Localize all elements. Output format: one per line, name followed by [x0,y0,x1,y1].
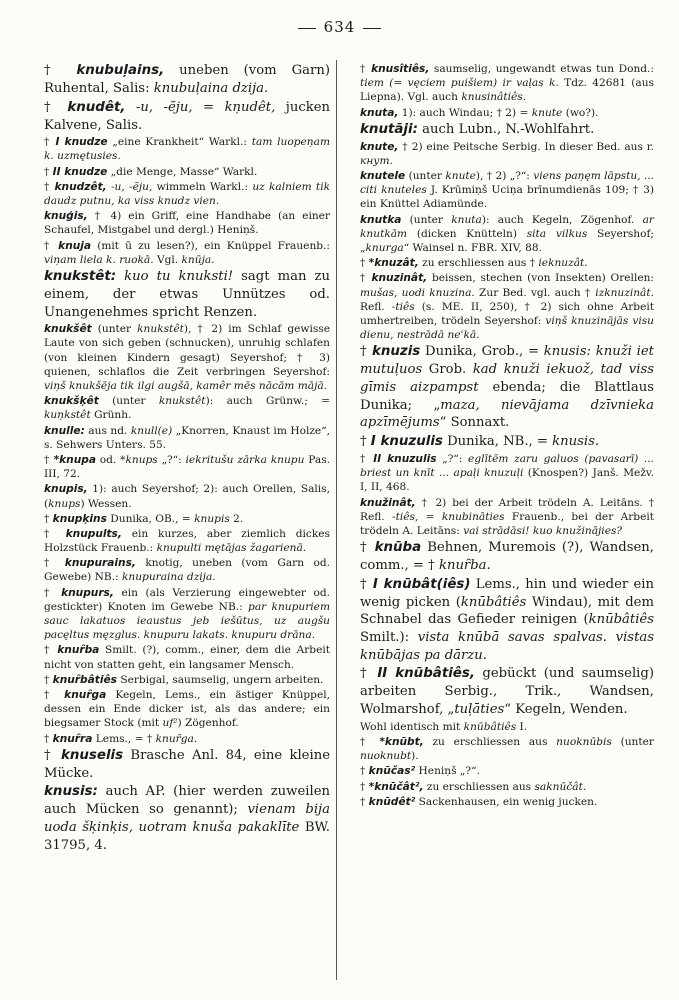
entry-example: knull(e) [130,424,173,437]
entry-text: † [360,780,369,793]
entry-text: † 4) ein Griff, eine Handhabe (an einer Schaufel, Mistgabel und dergl.) Heniņš. [44,210,330,237]
dictionary-entry [346,496,654,539]
entry-text: (unter [91,323,138,336]
entry-text: auch Lubn., N.-Wohlfahrt. [417,121,595,137]
entry-text: Wohl identisch mit [360,720,464,733]
entry-text: Lems., hin und wieder ein wenig picken ( [360,576,655,610]
entry-headword: *knūbt, [379,735,424,748]
entry-text: Smilt. (?), comm., einer, dem die Arbeit nicht von statten geht, ein langsamer Mensch. [44,644,330,671]
entry-text: Dunika, Grob., = [420,344,544,360]
entry-text: „die Menge, Masse“ Warkl. [107,165,258,178]
entry-example: knuta [451,213,482,226]
entry-headword: knukšķêt [44,395,99,408]
header-dash-right [363,28,381,29]
entry-example: knurga [365,242,404,255]
dictionary-entry [30,135,330,163]
entry-example: -tiês, = knubināties [392,510,505,523]
dictionary-entry [346,665,654,718]
entry-text: Kegeln, Lems., ein ästiger Knüppel, dessen ein Ende dicker ist, als das andere; ein biegsamer Stock (mit [44,688,330,730]
dictionary-entry [30,99,330,135]
entry-text: † [44,747,61,763]
entry-text: † [360,765,369,778]
entry-text: “ Kegeln, Wenden. [504,702,628,718]
entry-text: knotig, uneben (vom Garn od. Gewebe) NB.: [44,557,330,584]
entry-headword: knusîtiês, [371,63,430,75]
entry-text: Sackenhausen, ein wenig jucken. [415,795,598,808]
entry-text: † [44,63,77,78]
dictionary-entry [346,539,654,575]
entry-example: eglītēm zaru galuos (pavasarī) ... briest un knīt ... apaļi knuzuļi [360,452,654,480]
entry-headword: knuzinât, [371,272,428,285]
entry-text: † [44,99,68,115]
dictionary-entry [30,394,330,422]
left-column [30,62,330,855]
dictionary-entry [30,322,330,393]
entry-headword: knusis: [44,784,98,800]
entry-headword: knutele [360,170,406,183]
entry-text: † [44,165,53,178]
entry-example: knūbâtiês [460,594,527,610]
entry-example: viņš knuzinājās visu dienu, nestrādā ne'kā. [360,314,655,342]
entry-example: tiem (= vęciem puišiem) ir vaļas k. [360,77,559,90]
entry-headword: knūčas² [368,765,416,778]
entry-text: 1): auch Seyershof; 2): auch Orellen, Salis, ( [44,483,330,510]
entry-headword: knuȓra [52,732,93,745]
page-header [0,18,679,36]
page-number: 634 [323,18,356,36]
entry-headword: knudêt, [67,99,126,115]
entry-text: † [44,512,53,525]
entry-text: † [44,732,53,745]
entry-text: Dunika, NB., = [442,434,553,450]
entry-text: † [360,540,375,556]
entry-headword: I knuzulis [370,434,443,450]
entry-headword: knukšêt [44,323,92,336]
entry-text: Pas. III, 72. [44,453,331,481]
entry-text: „?“: [157,453,186,466]
entry-text: (unter [611,735,654,748]
entry-headword: knupis, [44,483,88,496]
entry-text [125,100,135,115]
entry-example: viens paņęm lāpstu, ... citi knuteles [360,170,654,197]
entry-text: ein kurzes, aber ziemlich dickes Holzstück Frauenb.: [44,527,330,555]
entry-text: ), † 2) im Schlaf gewisse Laute von sich geben (schnucken), unruhig schlafen (von kleinen Kindern gesagt) Seyershof; † 3) quienen, schlaflos die Zeit verbringen Seyershof: [44,323,330,378]
entry-text: sagt man zu einem, der etwas Unnützes od. Unangenehmes spricht Renzen. [44,268,330,320]
dictionary-entry [346,433,654,451]
entry-text: „Knorren, Knaust im Holze“, s. Sehwers Unters. 55. [44,424,330,451]
dictionary-entry [30,586,330,643]
entry-text: † [360,63,372,75]
entry-text: † [360,434,371,450]
entry-example: кнут. [360,154,393,167]
dictionary-entry [346,62,654,105]
entry-headword: knudzêt, [54,180,107,193]
entry-text: † [360,666,378,682]
entry-text: Refl. [360,300,392,313]
dictionary-entry [30,527,330,555]
dictionary-entry [30,688,330,731]
entry-text: wimmeln Warkl.: [152,180,253,193]
entry-text: ) Zögenhof. [177,717,239,730]
dictionary-entry [30,732,330,746]
entry-text: ): auch Kegeln, Zögenhof. [481,213,643,226]
entry-headword: knuja [58,239,92,252]
dictionary-entry [346,121,654,139]
entry-headword: *knūčât², [368,780,424,793]
entry-headword: knūdêt² [368,795,416,808]
entry-headword: *knuzât, [368,257,419,270]
entry-text: zu erschliessen aus [423,735,557,748]
dictionary-entry [30,424,330,452]
entry-text: (s. ME. II, 250), † 2) sich ohne Arbeit umhertreiben, trödeln Seyershof: [360,300,654,327]
entry-text: Heniņš „?“. [415,765,480,778]
entry-text: zu erschliessen aus † [418,257,539,270]
entry-text: † [44,453,54,466]
dictionary-entry [346,764,654,778]
entry-text: BW. 31795, 4. [44,820,331,853]
entry-text: aus nd. [84,424,131,437]
entry-headword: II knuzulis [373,452,437,465]
entry-example: knuȓba. [438,558,491,574]
entry-example: knubuļaina dzija. [153,80,269,96]
entry-example: mušas, uodi knuzina. [360,286,475,299]
entry-text: † [44,527,66,540]
entry-text: ), † 2) „?“: [475,170,534,183]
entry-text [116,269,124,284]
entry-text: J. Krūmiņš Uciņa brīnumdienās 109; † 3) ein Knüttel Adiamünde. [360,184,654,211]
entry-text: † [44,673,53,686]
column-divider [336,60,337,980]
entry-example: knusis. [552,434,600,450]
entry-text: † [44,586,62,599]
dictionary-entry [30,512,330,526]
entry-example: iekritušu zārka knupu [185,453,305,466]
entry-example: vai strādāsi! kuo knužinājies? [463,524,623,537]
entry-example: viņš knukšēja tik ilgi augšā, kamêr mēs nācām mājā. [44,380,328,393]
entry-text: saumselig, ungewandt etwas tun Dond.: [429,63,654,75]
entry-text: = [192,99,225,115]
entry-text: † 2) bei der Arbeit trödeln A. Leitāns. † Refl. [360,496,654,523]
entry-headword: knupurains, [64,557,136,570]
entry-text: Behnen, Muremois (?), Wandsen, comm., = † [360,540,654,574]
entry-text: (dicken Knütteln) [407,227,527,240]
entry-text: ) Wessen. [80,497,132,510]
dictionary-entry [30,239,330,267]
entry-headword: I knūbât(iês) [372,576,471,592]
entry-example: nuoknūbis [556,735,612,748]
entry-example: knūbâtiês [588,612,654,628]
entry-text: (wo?). [562,106,599,119]
entry-example: kuņkstêt [44,409,91,422]
entry-headword: knuȓba [57,644,100,657]
entry-example: ieknuzât. [538,257,588,270]
entry-headword: II knūbâtiês, [377,666,475,682]
entry-text: † [360,257,369,270]
entry-text: † [44,557,65,570]
entry-example: uf² [162,717,178,730]
entry-example: knute [445,170,476,183]
entry-headword: I knudze [55,136,108,149]
dictionary-entry [30,673,330,687]
entry-headword: knutka [360,213,402,226]
entry-text: † [44,688,65,701]
entry-example: knukstêt [158,395,206,408]
entry-text: † [360,735,380,748]
entry-text: (unter [98,395,159,408]
entry-text: 1): auch Windau; † 2) = [398,106,532,119]
entry-example: -u, -ẽju, [110,180,153,193]
entry-headword: knupurs, [61,586,114,599]
dictionary-entry [30,482,330,510]
entry-headword: knuselis [60,747,124,763]
entry-headword: II knudze [52,165,108,178]
entry-example: knute [531,106,563,119]
entry-text: Grob. [422,362,473,378]
dictionary-entry [30,165,330,179]
entry-text: 2. [229,512,244,525]
entry-text: I. [516,720,528,733]
entry-example: nuoknubt [360,750,412,763]
entry-headword: knūba [374,540,422,556]
entry-text: (unter [405,170,446,183]
dictionary-entry [346,735,654,763]
entry-example: kņudêt, [224,99,276,115]
dictionary-entry [346,140,654,168]
entry-example: izknuzinât. [595,286,654,299]
entry-text: zu erschliessen aus [423,780,535,793]
entry-text: † [360,344,372,360]
entry-headword: knuȓga [64,688,107,701]
entry-example: knukstêt [137,323,184,336]
entry-text: (unter [401,213,452,226]
entry-example: sita vilkus [526,227,588,240]
entry-example: knūja. [181,253,215,266]
dictionary-entry [30,62,330,98]
entry-headword: knutāji: [360,121,418,137]
entry-example: knūbâtiês [463,720,517,733]
entry-example: vista knūbā savas spalvas. vistas knūbājas pa dārzu. [360,630,654,663]
dictionary-entry [30,556,330,584]
entry-headword: knuȓbâtiês [52,673,117,686]
entry-text: † [360,795,369,808]
dictionary-entry [30,783,330,854]
entry-text: jucken Kalvene, Salis. [44,99,330,133]
dictionary-entry [346,169,654,212]
entry-example: knusis: [543,344,591,360]
entry-text: Smilt.): [360,630,418,646]
entry-example: knups [48,497,81,510]
dictionary-entry [346,720,654,734]
entry-headword: knulle: [44,424,85,437]
entry-text: ): auch Grünw.; = [205,395,330,408]
entry-text: Windau), mit dem Schnabel das Gefieder reinigen ( [360,594,654,628]
entry-example: -u, -ẽju, [135,99,193,115]
dictionary-entry [346,256,654,270]
entry-example: uz kalniem tik daudz putnu, ka viss knudz vien. [44,180,330,208]
entry-text: (mit ū zu lesen?), ein Knüppel Frauenb.: [91,239,330,252]
entry-headword: *knupa [53,453,96,466]
entry-example: par knupuriem sauc lakatuos ieaustus jeb iešūtus, uz augšu pacęltus męzglus. knupuru lakats. knupuru drāna. [44,600,330,642]
entry-text: † [360,452,374,465]
entry-text: † [44,136,56,149]
dictionary-entry [346,343,654,432]
entry-text: beissen, stechen (von Insekten) Orellen: [427,272,654,285]
dictionary-entry [30,180,330,208]
entry-text: † [360,576,373,592]
entry-headword: knupults, [65,527,122,540]
dictionary-entry [346,795,654,809]
dictionary-entry [30,453,330,481]
entry-text: Lems., = † [92,732,156,745]
entry-text: Grünh. [90,409,132,422]
entry-text: „eine Krankheit“ Warkl.: [107,136,252,149]
entry-text: Tdz. 42681 (aus Liepna). Vgl. auch [360,77,654,104]
dictionary-entry [30,643,330,671]
entry-text: Frauenb., bei der Arbeit trödeln A. Leitāns: [360,510,655,537]
entry-text: (Knospen?) Janš. Mežv. I, II, 468. [360,467,654,494]
entry-text: Zur Bed. vgl. auch † [474,286,596,299]
entry-text: ). [411,750,419,763]
entry-text: † [360,272,372,285]
entry-example: knusinâtiês. [461,91,527,104]
entry-text: od. [95,453,121,466]
entry-text: uneben (vom Garn) Ruhental, Salis: [44,63,330,96]
dictionary-entry [346,213,654,256]
entry-example: -tiês [391,300,415,313]
entry-text: Brasche Anl. 84, eine kleine Mücke. [44,747,330,781]
dictionary-entry [30,268,330,321]
entry-headword: knubuļains, [76,63,165,78]
entry-text: Vgl. [153,253,182,266]
right-column [346,62,654,810]
dictionary-entry [346,452,654,495]
entry-headword: knuzis [371,344,421,360]
entry-text: † [44,239,59,252]
entry-headword: knuģis, [44,210,88,223]
entry-example: knupis [194,512,230,525]
dictionary-entry [30,209,330,237]
entry-text: gebückt (und saumselig) arbeiten Serbig., Trik., Wandsen, Wolmarshof, „ [360,666,654,718]
entry-text: “ Wainsel n. FBR. XIV, 88. [403,242,542,255]
dictionary-entry [30,747,330,783]
entry-example: viņam liela k. ruokā. [44,253,154,266]
entry-text: auch AP. (hier werden zuweilen auch Mücken so genannt); [44,784,330,818]
entry-text: † 2) eine Peitsche Serbig. In dieser Bed. aus r. [398,140,654,153]
dictionary-entry [346,576,654,665]
entry-text: Serbigal, saumselig, ungern arbeiten. [116,673,324,686]
entry-text: „?“: [436,452,469,465]
entry-text: Seyershof; „ [360,227,654,255]
entry-example: knuži iet mutuļuos [360,344,654,378]
entry-example: vienam bija uoda šķinķis, uotram knuša pakaklīte [44,802,331,836]
entry-headword: knukstêt: [44,268,117,284]
entry-example: kuo tu knuksti! [124,268,234,284]
entry-text: ebenda; die Blattlaus Dunika; „ [360,379,655,413]
entry-example: knuȓga. [155,732,198,745]
entry-example: saknūčât. [534,780,587,793]
entry-text: ein (als Verzierung eingewebter od. gestickter) Knoten im Gewebe NB.: [44,586,330,613]
dictionary-entry [346,271,654,342]
entry-example: ar knutkām [360,213,654,240]
entry-headword: knužinât, [360,496,416,509]
entry-example: maza, nievājama dzīvnieka apzīmējums [360,397,654,431]
dictionary-entry [346,780,654,794]
entry-example: kad knuži iekuož, tad viss gīmis aizpampst [360,362,654,395]
entry-headword: knute, [360,140,399,153]
entry-example: tuļāties [454,702,505,718]
entry-text: † [44,644,58,657]
entry-example: knupulti mętājas žagarienā. [156,542,307,555]
entry-headword: knuta, [360,106,399,119]
entry-example: *knups [120,453,158,466]
entry-text: “ Sonnaxt. [439,415,510,431]
entry-text: † [44,180,55,193]
entry-example: knupuraina dzija. [121,571,216,584]
dictionary-entry [346,106,654,120]
header-dash-left [298,28,316,29]
entry-headword: knupķins [52,512,107,525]
entry-example: tam luopeņam k. uzmętusies. [44,136,330,163]
entry-text: Dunika, OB., = [106,512,195,525]
